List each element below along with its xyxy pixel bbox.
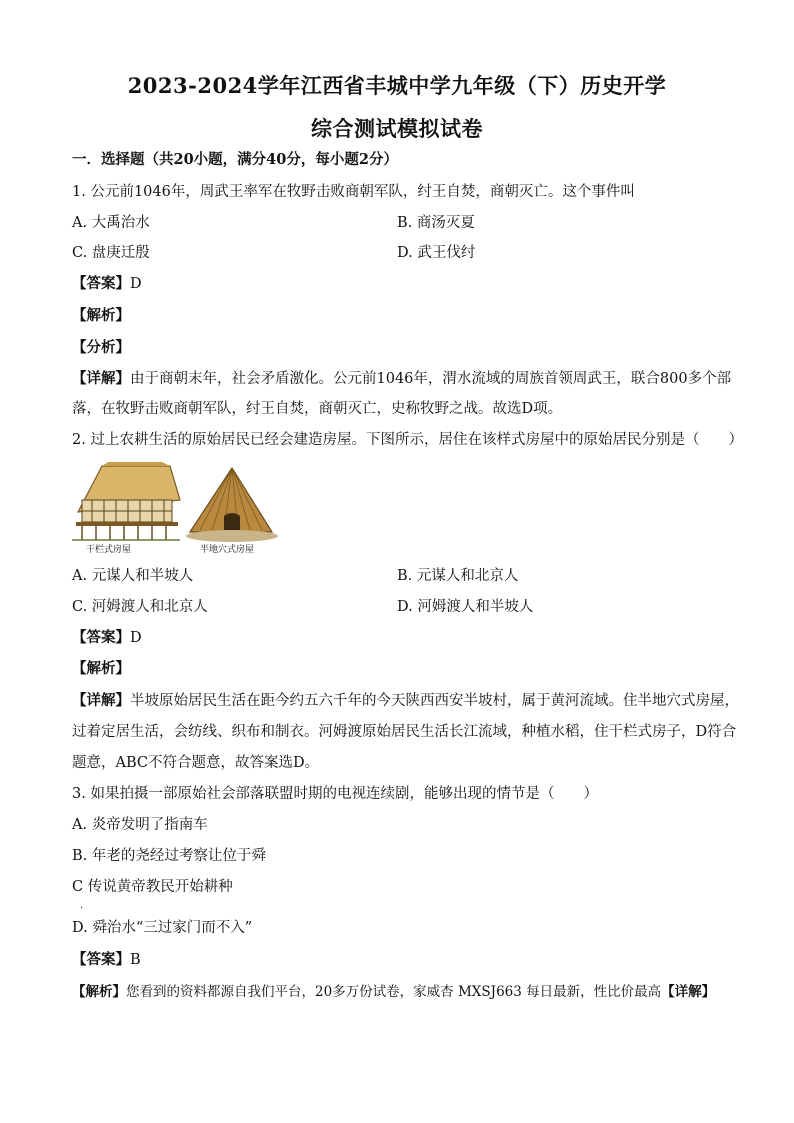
q1-option-b: B. 商汤灭夏 <box>397 215 475 231</box>
q3-option-b: B. 年老的尧经过考察让位于舜 <box>72 848 266 864</box>
q1-detail-text1: 由于商朝末年，社会矛盾激化。公元前1046年，渭水流域的周族首领周武王，联合800多个部 <box>130 371 732 387</box>
q2-detail-line3: 题意，ABC不符合题意，故答案选D。 <box>72 755 320 771</box>
q3-option-a: A. 炎帝发明了指南车 <box>72 817 208 833</box>
q1-detail-label: 【详解】 <box>72 370 130 387</box>
q2-caption-right: 半地穴式房屋 <box>200 545 255 555</box>
dot-mark: · <box>80 903 84 914</box>
q1-detail-line1 <box>72 369 734 389</box>
q2-stem: 2. 过上农耕生活的原始居民已经会建造房屋。下图所示，居住在该样式房屋中的原始居民分别是（ ） <box>72 432 743 448</box>
q2-detail-line2: 过着定居生活，会纺线、织布和制衣。河姆渡原始居民生活长江流域，种植水稻，住干栏式房子，D符合 <box>72 724 737 740</box>
stilt-house-image <box>72 462 180 540</box>
q2-answer-label: 【答案】 <box>72 629 130 646</box>
q3-analysis-line <box>72 982 734 1002</box>
q1-option-a: A. 大禹治水 <box>72 215 150 231</box>
q2-answer <box>72 628 734 648</box>
q1-option-d: D. 武王伐纣 <box>397 245 476 261</box>
page-title-line1: 2023-2024学年江西省丰城中学九年级（下）历史开学 <box>127 73 667 98</box>
page-title-line2: 综合测试模拟试卷 <box>311 116 483 141</box>
q1-detail-line2: 落，在牧野击败商朝军队，纣王自焚，商朝灭亡，史称牧野之战。故选D项。 <box>72 401 563 417</box>
q2-detail-text1: 半坡原始居民生活在距今约五六千年的今天陕西西安半坡村，属于黄河流域。住半地穴式房屋， <box>130 693 739 709</box>
section-heading: 一．选择题（共20小题，满分40分，每小题2分） <box>72 151 398 168</box>
q2-option-b: B. 元谋人和北京人 <box>397 568 519 584</box>
q1-fenxi-label: 【分析】 <box>72 339 130 356</box>
q2-option-a: A. 元谋人和半坡人 <box>72 568 194 584</box>
q3-answer-label: 【答案】 <box>72 951 130 968</box>
q2-answer-value: D <box>130 630 142 646</box>
q1-option-c: C. 盘庚迁殷 <box>72 245 150 261</box>
q1-stem: 1. 公元前1046年，周武王率军在牧野击败商朝军队，纣王自焚，商朝灭亡。这个事件叫 <box>72 184 635 200</box>
q1-answer-label: 【答案】 <box>72 275 130 292</box>
q3-stem: 3. 如果拍摄一部原始社会部落联盟时期的电视连续剧，能够出现的情节是（ ） <box>72 786 598 802</box>
q2-option-c: C. 河姆渡人和北京人 <box>72 599 208 615</box>
q1-analysis-label: 【解析】 <box>72 307 130 324</box>
q2-caption-left: 干栏式房屋 <box>86 545 132 555</box>
q2-detail-line1 <box>72 691 739 711</box>
footer-promo-text: 您看到的资料都源自我们平台，20多万份试卷，家威杏 MXSJ663 每日最新，性比价最高 <box>126 984 662 1000</box>
q3-answer-value: B <box>130 952 141 968</box>
q3-detail-label: 【详解】 <box>661 984 716 1000</box>
q1-answer-value: D <box>130 276 142 292</box>
semi-underground-house-image <box>186 468 278 542</box>
q2-analysis-label: 【解析】 <box>72 660 130 677</box>
q2-option-d: D. 河姆渡人和半坡人 <box>397 599 534 615</box>
q3-option-c: C 传说黄帝教民开始耕种 <box>72 879 233 895</box>
q3-option-d: D. 舜治水“三过家门而不入” <box>72 920 253 936</box>
q3-analysis-label: 【解析】 <box>72 984 126 1000</box>
q1-answer <box>72 274 734 294</box>
house-illustration <box>72 460 282 555</box>
q3-answer <box>72 950 734 970</box>
q2-detail-label: 【详解】 <box>72 692 130 709</box>
